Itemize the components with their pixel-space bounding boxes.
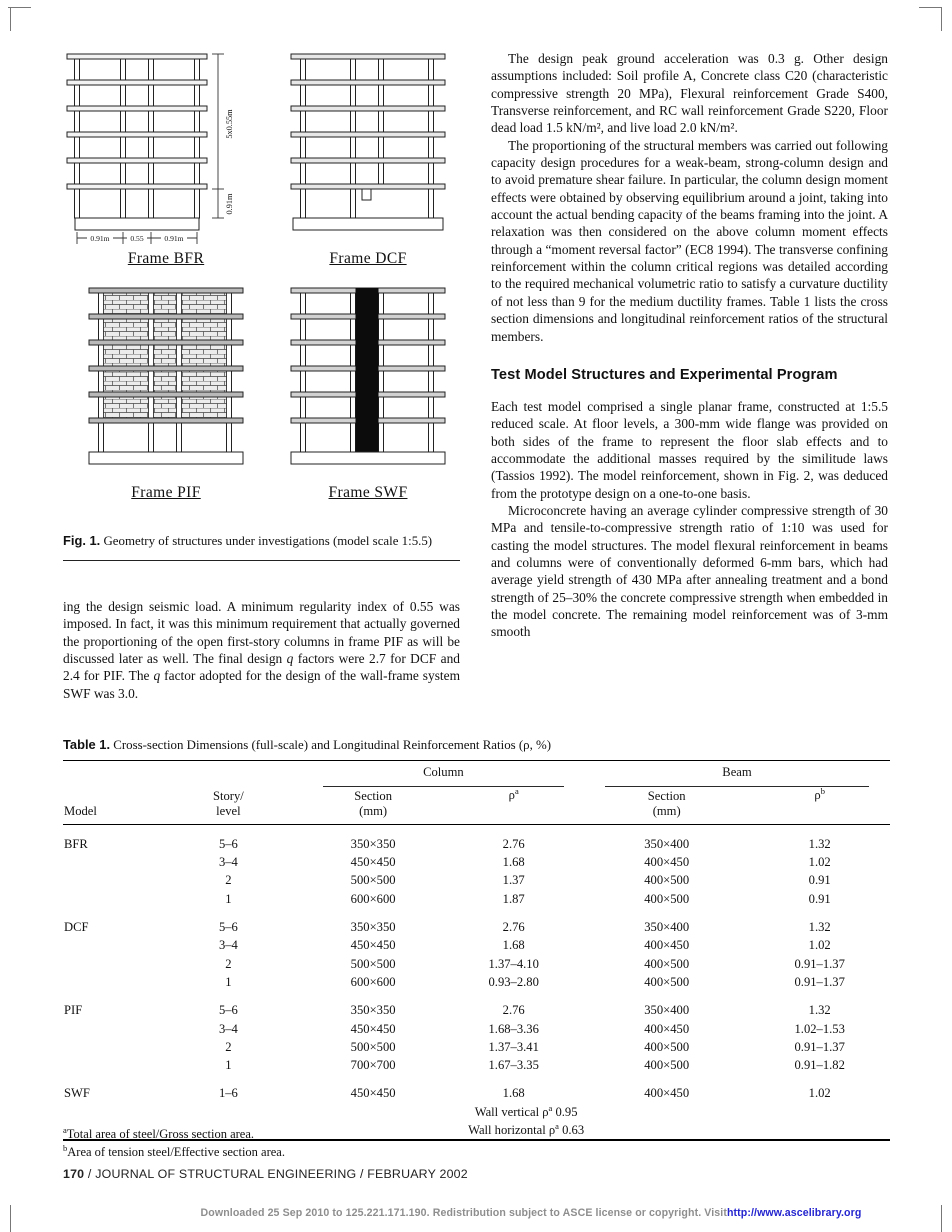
table-row: 1 600×600 0.93–2.80 400×500 0.91–1.37 (225, 974, 845, 989)
col-header-column-section: Section (mm) (354, 789, 392, 818)
frame-bfr-label: Frame BFR (127, 250, 205, 267)
frame-pif-label: Frame PIF (131, 484, 201, 501)
section-heading: Test Model Structures and Experimental Program (491, 366, 838, 383)
table-row: 3–4 450×450 1.68 400×450 1.02 (218, 855, 831, 870)
table-row: 2 500×500 1.37 400×500 0.91 (225, 873, 831, 888)
page-footer (63, 1167, 468, 1181)
col-header-column-rho: $\rho^a$ (508, 785, 519, 802)
left-column-paragraph: ing the design seismic load. A minimum regularity index of 0.55 was imposed. In fact, it was this minimum requirement that actually governed the proportioning of the open first-story columns in frame PIF as will be discussed later as well. The final design q factors were 2.7 for DCF and 2.4 for PIF. The q factor adopted for the design of the wall-frame system SWF was 3.0. (63, 599, 460, 701)
frame-pif-figure (81, 282, 251, 482)
page-number: 170 (63, 1167, 85, 1181)
dim-bay-left: 0.91m (90, 234, 110, 243)
journal-name: / JOURNAL OF STRUCTURAL ENGINEERING / FEBRUARY 2002 (84, 1167, 468, 1181)
table-wall-row: Wall vertical $\rho^a$ 0.95 (474, 1102, 578, 1119)
table-row: 3–4 450×450 1.68–3.36 400×450 1.02–1.53 (218, 1021, 845, 1036)
group-header-column: Column (303, 761, 584, 788)
group-header-beam: Beam (584, 761, 890, 788)
table-subheader-row (63, 787, 890, 825)
frame-bfr-cell (60, 48, 272, 268)
table-title-label: Table 1. (63, 737, 111, 752)
ascelibrary-link[interactable]: http://www.ascelibrary.org (726, 1207, 862, 1219)
table-footnote: $^b$Area of tension steel/Effective section area. (63, 1142, 285, 1159)
frame-pif-cell (60, 282, 272, 502)
col-header-beam-rho: $\rho^b$ (814, 785, 825, 802)
shear-wall (356, 288, 379, 452)
body-paragraph: Microconcrete having an average cylinder compressive strength of 30 MPa and tensile-to-compressive strength ratio of 1:10 was used for casting the model structures. The model flexural reinforcement in beams and columns were of conventionally deformed 6-mm bars, which had average yield strength of 430 MPa after annealing treatment and a bond strength of 25–30% the concrete compressive strength when embedded in the model concrete. The remaining model reinforcement was of 3-mm smooth (491, 502, 888, 640)
crop-mark (919, 7, 942, 8)
table-row: BFR 5–6 350×350 2.76 350×400 1.32 (64, 837, 831, 851)
table-row: 1 600×600 1.87 400×500 0.91 (225, 891, 831, 906)
table-row: 3–4 450×450 1.68 400×450 1.02 (218, 938, 831, 953)
table-row: PIF 5–6 350×350 2.76 350×400 1.32 (64, 1003, 831, 1018)
body-paragraph: Each test model comprised a single planar frame, constructed at 1:5.5 reduced scale. At floor levels, a 300-mm wide flange was provided on both sides of the frame to represent the floor slab effects and to accommodate the additional masses required by the similitude laws (Tassios 1992). The model reinforcement, shown in Fig. 2, was deduced from the prototype design on a one-to-one basis. (491, 398, 888, 501)
crop-mark (10, 1205, 11, 1232)
frame-swf-cell (272, 282, 464, 502)
frame-dcf-figure (283, 48, 453, 248)
dim-upper-stories: 5x0.55m (225, 109, 234, 139)
crop-mark (941, 7, 942, 31)
table-title (63, 737, 890, 753)
figure-1 (60, 48, 464, 502)
figure-caption-text: Geometry of structures under investigations (model scale 1:5.5) (100, 534, 433, 548)
frame-dcf-cell (272, 48, 464, 268)
figure-caption (63, 533, 460, 561)
table-row: SWF 1–6 450×450 1.68 400×450 1.02 (64, 1086, 831, 1101)
table-body (63, 825, 890, 1141)
table-group-header-row (63, 761, 890, 788)
table-row: 2 500×500 1.37–4.10 400×500 0.91–1.37 (225, 956, 845, 971)
table-row: 1 700×700 1.67–3.35 400×500 0.91–1.82 (225, 1057, 845, 1072)
table-row: DCF 5–6 350×350 2.76 350×400 1.32 (64, 920, 831, 935)
crop-mark (8, 7, 31, 8)
table-1-block (63, 737, 890, 1141)
dim-bay-right: 0.91m (164, 234, 184, 243)
col-header-model: Model (64, 804, 97, 818)
frame-swf-label: Frame SWF (328, 484, 408, 501)
group-header-spacer (63, 761, 303, 788)
download-notice-text: Downloaded 25 Sep 2010 to 125.221.171.190. Redistribution subject to ASCE license or copyright. Visit (200, 1207, 727, 1219)
col-header-story: Story/ level (213, 789, 244, 818)
col-header-beam-section: Section (mm) (647, 789, 686, 818)
figure-caption-label: Fig. 1. (63, 533, 101, 548)
frame-swf-figure (283, 282, 453, 482)
download-notice (110, 1207, 952, 1219)
right-column (491, 50, 888, 641)
table-wall-row: Wall horizontal $\rho^a$ 0.63 (468, 1120, 585, 1137)
table-title-text: Cross-section Dimensions (full-scale) and Longitudinal Reinforcement Ratios (ρ, %) (110, 738, 552, 752)
body-paragraph: The design peak ground acceleration was 0.3 g. Other design assumptions included: Soil profile A, Concrete class C20 (characteristic compressive strength 20 MPa), Flexural reinforcement Grade S400, Transverse reinforcement, and RC wall reinforcement Grade S220, Floor dead load 1.5 kN/m², and live load 2.0 kN/m². (491, 51, 888, 136)
table-row: 2 500×500 1.37–3.41 400×500 0.91–1.37 (225, 1039, 845, 1054)
table-footnotes (63, 1126, 783, 1161)
frame-dcf-label: Frame DCF (329, 250, 407, 267)
dim-bay-middle: 0.55 (130, 234, 144, 243)
dim-first-story: 0.91m (225, 193, 234, 215)
crop-mark (10, 7, 11, 31)
body-paragraph: The proportioning of the structural members was carried out following capacity design procedures for a weak-beam, strong-column design and to avoid premature shear failure. In particular, the column design moment effects were obtained by observing equilibrium around a joint, taking into account the actual bending capacity of the beams framing into the joint. A relaxation was then considered on the above column moment effects through a “moment reversal factor” (EC8 1994). The transverse confining reinforcement within the column critical regions was detailed according to the required mechanical volumetric ratio to satisfy a curvature ductility of not less than 9 for the medium ductility frames. Table 1 lists the cross section dimensions and longitudinal reinforcement ratios of the structural members. (491, 137, 888, 344)
frame-bfr-figure (61, 48, 271, 248)
table-1 (63, 760, 890, 1141)
table-footnote: $^a$Total area of steel/Gross section area. (63, 1124, 255, 1141)
